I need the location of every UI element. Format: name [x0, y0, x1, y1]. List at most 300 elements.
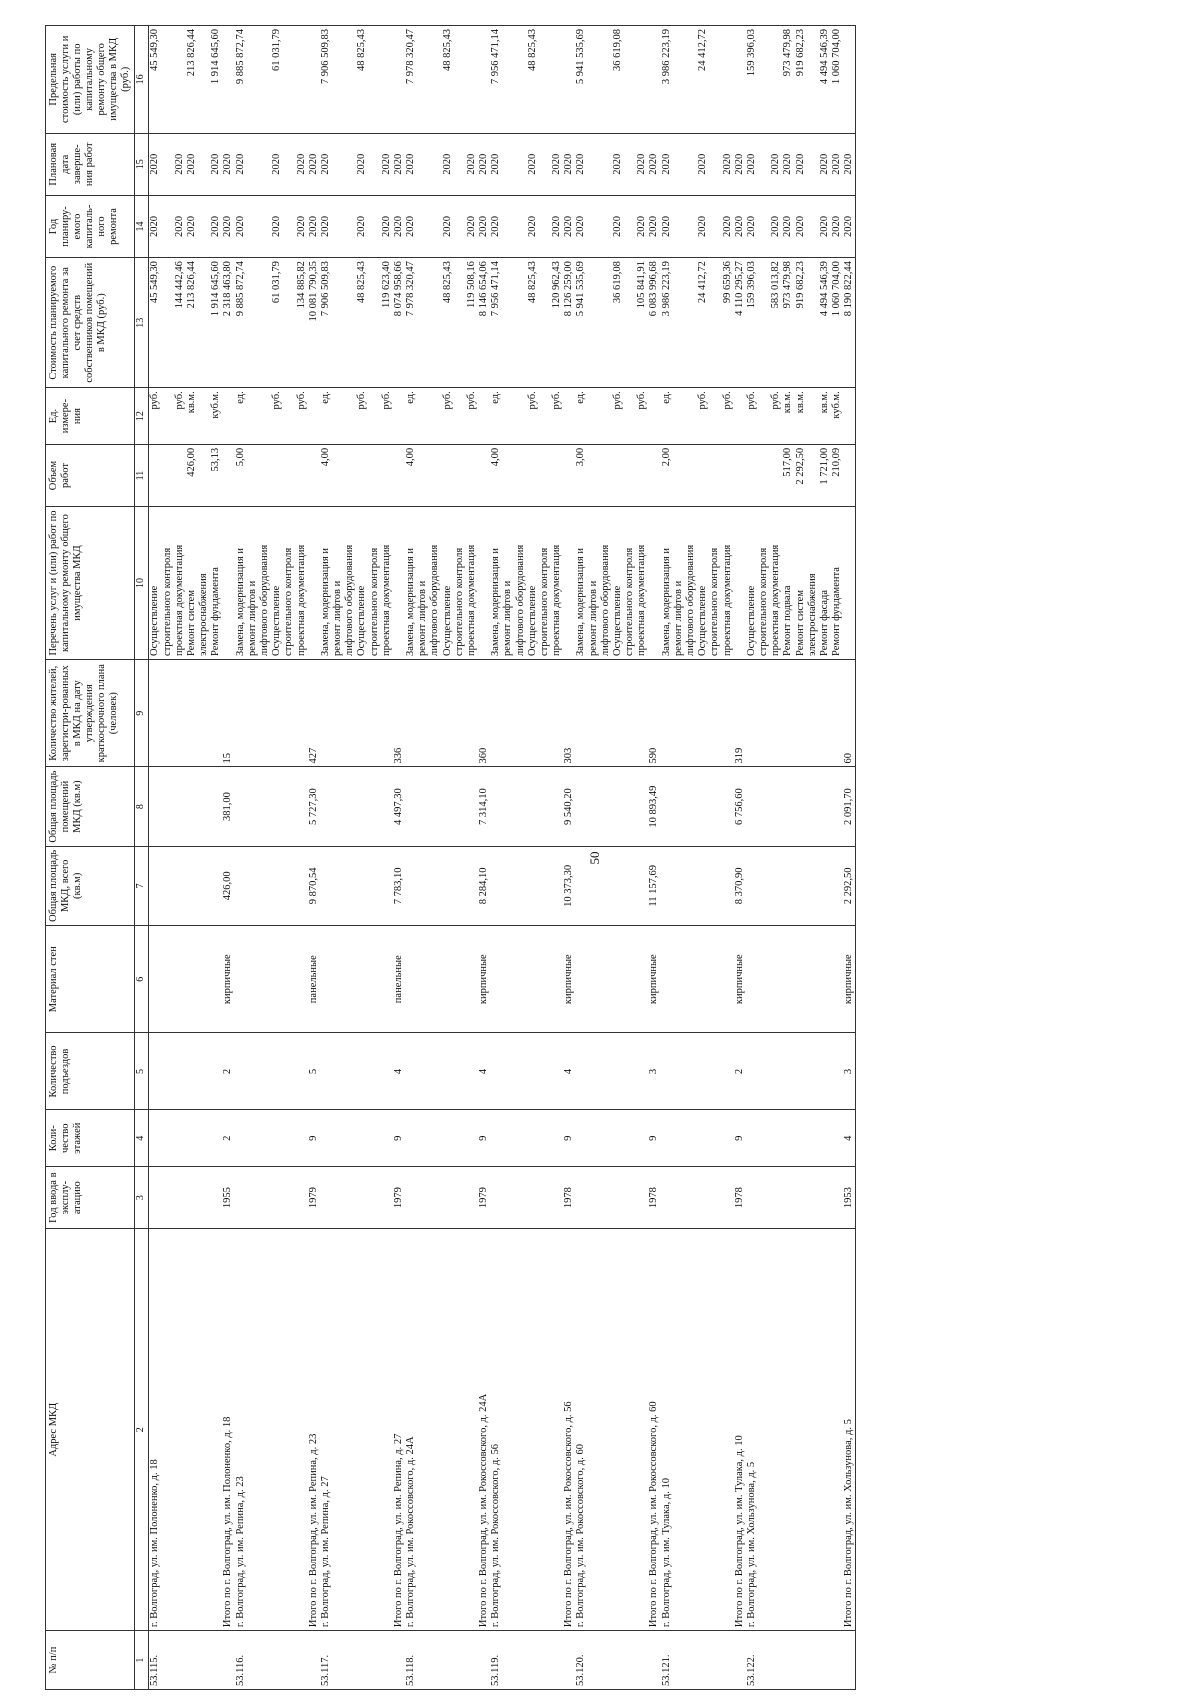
- cell-col-7: [795, 846, 807, 925]
- cell-col-11: [648, 444, 660, 506]
- cell-col-11: [259, 444, 271, 506]
- cell-col-14: [600, 195, 612, 257]
- cell-col-13: [344, 258, 356, 388]
- cell-col-5: [296, 1033, 308, 1110]
- cell-col-1: [393, 1631, 405, 1690]
- cell-col-15: 2020: [636, 133, 648, 195]
- cell-col-7: [210, 846, 222, 925]
- cell-col-12: кв.м.: [795, 388, 807, 445]
- cell-col-5: [442, 1033, 454, 1110]
- cell-col-9: [332, 659, 344, 767]
- cell-col-2: [673, 1229, 685, 1631]
- cell-col-4: [502, 1110, 514, 1167]
- cell-col-2: [527, 1229, 539, 1631]
- column-header-12: Ед. измере-ния: [46, 388, 135, 445]
- cell-col-15: 2020: [697, 133, 709, 195]
- cell-col-6: [466, 925, 478, 1033]
- cell-col-11: [332, 444, 344, 506]
- cell-col-4: [210, 1110, 222, 1167]
- cell-col-11: [442, 444, 454, 506]
- table-row: [709, 26, 721, 1690]
- cell-col-16: [454, 26, 466, 134]
- cell-col-13: 8 190 822,44: [843, 258, 856, 388]
- cell-col-10: лифтового оборудования: [515, 507, 527, 660]
- cell-col-2: [770, 1229, 782, 1631]
- cell-col-16: 7 978 320,47: [405, 26, 417, 134]
- cell-col-7: [600, 846, 612, 925]
- cell-col-9: [758, 659, 770, 767]
- cell-col-13: [283, 258, 295, 388]
- cell-col-7: [746, 846, 758, 925]
- cell-col-10: проектная документация: [551, 507, 563, 660]
- cell-col-3: 1979: [308, 1167, 320, 1229]
- total-row: [478, 26, 490, 1690]
- cell-col-2: [588, 1229, 600, 1631]
- cell-col-9: [405, 659, 417, 767]
- cell-col-7: [259, 846, 271, 925]
- cell-col-12: руб.: [770, 388, 782, 445]
- cell-col-3: 1955: [222, 1167, 234, 1229]
- table-row: [405, 26, 417, 1690]
- column-number: 5: [135, 1033, 149, 1110]
- cell-col-5: [417, 1033, 429, 1110]
- cell-col-14: 2020: [636, 195, 648, 257]
- cell-col-8: [831, 767, 843, 846]
- cell-col-4: [454, 1110, 466, 1167]
- total-row: [308, 26, 320, 1690]
- table-row: [235, 26, 247, 1690]
- cell-col-7: [612, 846, 624, 925]
- cell-col-8: 381,00: [222, 767, 234, 846]
- cell-col-6: кирпичные: [843, 925, 856, 1033]
- cell-col-16: 213 826,44: [186, 26, 198, 134]
- cell-col-2: [247, 1229, 259, 1631]
- cell-col-9: [283, 659, 295, 767]
- cell-col-7: 10 373,30: [563, 846, 575, 925]
- cell-col-14: 2020: [222, 195, 234, 257]
- cell-col-1: [162, 1631, 174, 1690]
- cell-col-14: [417, 195, 429, 257]
- cell-col-1: 53.120.: [575, 1631, 587, 1690]
- cell-col-1: [198, 1631, 210, 1690]
- cell-col-3: [356, 1167, 368, 1229]
- cell-col-10: строительного контроля: [369, 507, 381, 660]
- cell-col-5: [502, 1033, 514, 1110]
- cell-col-12: куб.м.: [210, 388, 222, 445]
- cell-col-13: 8 074 958,66: [393, 258, 405, 388]
- cell-col-5: [807, 1033, 819, 1110]
- cell-col-13: 973 479,98: [782, 258, 794, 388]
- cell-col-6: [612, 925, 624, 1033]
- cell-col-16: [332, 26, 344, 134]
- cell-col-6: [539, 925, 551, 1033]
- cell-col-15: [417, 133, 429, 195]
- cell-col-14: 2020: [320, 195, 332, 257]
- cell-col-12: [758, 388, 770, 445]
- cell-col-9: [515, 659, 527, 767]
- cell-col-11: [551, 444, 563, 506]
- column-number-row: [135, 26, 149, 1690]
- cell-col-9: [186, 659, 198, 767]
- cell-col-9: [575, 659, 587, 767]
- cell-col-6: [819, 925, 831, 1033]
- cell-col-12: ед.: [235, 388, 247, 445]
- cell-col-14: [259, 195, 271, 257]
- cell-col-15: 2020: [186, 133, 198, 195]
- cell-col-11: [734, 444, 746, 506]
- cell-col-8: [661, 767, 673, 846]
- cell-col-1: 53.122.: [746, 1631, 758, 1690]
- cell-col-2: г. Волгоград, ул. им. Рокоссовского, д. 24А: [405, 1229, 417, 1631]
- cell-col-1: 53.116.: [235, 1631, 247, 1690]
- cell-col-11: 4,00: [490, 444, 502, 506]
- cell-col-7: [575, 846, 587, 925]
- cell-col-2: [198, 1229, 210, 1631]
- cell-col-2: [502, 1229, 514, 1631]
- cell-col-1: [563, 1631, 575, 1690]
- cell-col-4: [709, 1110, 721, 1167]
- cell-col-4: [697, 1110, 709, 1167]
- cell-col-10: Осуществление: [356, 507, 368, 660]
- cell-col-11: [502, 444, 514, 506]
- cell-col-10: лифтового оборудования: [259, 507, 271, 660]
- cell-col-15: [539, 133, 551, 195]
- cell-col-1: 53.117.: [320, 1631, 332, 1690]
- cell-col-10: строительного контроля: [162, 507, 174, 660]
- cell-col-8: [685, 767, 697, 846]
- cell-col-4: [831, 1110, 843, 1167]
- cell-col-12: ед.: [405, 388, 417, 445]
- cell-col-14: 2020: [770, 195, 782, 257]
- cell-col-10: Осуществление: [697, 507, 709, 660]
- cell-col-2: г. Волгоград, ул. им. Полоненко, д. 18: [149, 1229, 162, 1631]
- column-number: 12: [135, 388, 149, 445]
- cell-col-16: [648, 26, 660, 134]
- cell-col-6: [758, 925, 770, 1033]
- cell-col-13: [709, 258, 721, 388]
- cell-col-12: кв.м.: [782, 388, 794, 445]
- cell-col-3: 1979: [393, 1167, 405, 1229]
- cell-col-13: 10 081 790,35: [308, 258, 320, 388]
- cell-col-10: ремонт лифтов и: [502, 507, 514, 660]
- cell-col-8: [149, 767, 162, 846]
- cell-col-2: [722, 1229, 734, 1631]
- cell-col-6: [210, 925, 222, 1033]
- cell-col-1: [308, 1631, 320, 1690]
- cell-col-15: 2020: [661, 133, 673, 195]
- cell-col-10: [843, 507, 856, 660]
- cell-col-11: [709, 444, 721, 506]
- cell-col-13: 9 885 872,74: [235, 258, 247, 388]
- table-row: [174, 26, 186, 1690]
- cell-col-12: руб.: [746, 388, 758, 445]
- cell-col-2: [819, 1229, 831, 1631]
- cell-col-5: 4: [563, 1033, 575, 1110]
- cell-col-16: [429, 26, 441, 134]
- cell-col-3: [551, 1167, 563, 1229]
- column-number: 2: [135, 1229, 149, 1631]
- cell-col-9: [636, 659, 648, 767]
- cell-col-16: [247, 26, 259, 134]
- cell-col-7: [174, 846, 186, 925]
- cell-col-12: [369, 388, 381, 445]
- cell-col-3: [210, 1167, 222, 1229]
- cell-col-6: [186, 925, 198, 1033]
- cell-col-5: [551, 1033, 563, 1110]
- cell-col-3: [198, 1167, 210, 1229]
- cell-col-8: [186, 767, 198, 846]
- cell-col-7: [770, 846, 782, 925]
- cell-col-5: [320, 1033, 332, 1110]
- cell-col-8: [502, 767, 514, 846]
- cell-col-1: [210, 1631, 222, 1690]
- cell-col-9: [429, 659, 441, 767]
- table-row: [247, 26, 259, 1690]
- cell-col-6: кирпичные: [478, 925, 490, 1033]
- cell-col-13: 45 549,30: [149, 258, 162, 388]
- cell-col-11: [636, 444, 648, 506]
- cell-col-9: [210, 659, 222, 767]
- cell-col-13: 61 031,79: [271, 258, 283, 388]
- cell-col-10: проектная документация: [636, 507, 648, 660]
- cell-col-16: 973 479,98: [782, 26, 794, 134]
- cell-col-13: [198, 258, 210, 388]
- cell-col-4: [685, 1110, 697, 1167]
- cell-col-1: [551, 1631, 563, 1690]
- cell-col-16: 7 956 471,14: [490, 26, 502, 134]
- cell-col-2: [344, 1229, 356, 1631]
- cell-col-4: [356, 1110, 368, 1167]
- cell-col-7: [454, 846, 466, 925]
- cell-col-3: [417, 1167, 429, 1229]
- cell-col-15: 2020: [575, 133, 587, 195]
- column-number: 9: [135, 659, 149, 767]
- cell-col-4: [259, 1110, 271, 1167]
- cell-col-12: [502, 388, 514, 445]
- cell-col-11: [344, 444, 356, 506]
- cell-col-4: [149, 1110, 162, 1167]
- cell-col-7: [235, 846, 247, 925]
- cell-col-8: 5 727,30: [308, 767, 320, 846]
- column-number: 6: [135, 925, 149, 1033]
- cell-col-4: [588, 1110, 600, 1167]
- table-row: [466, 26, 478, 1690]
- cell-col-4: [600, 1110, 612, 1167]
- cell-col-10: лифтового оборудования: [685, 507, 697, 660]
- cell-col-4: 9: [734, 1110, 746, 1167]
- cell-col-11: [758, 444, 770, 506]
- cell-col-12: [734, 388, 746, 445]
- cell-col-3: [381, 1167, 393, 1229]
- cell-col-1: [782, 1631, 794, 1690]
- cell-col-5: [575, 1033, 587, 1110]
- cell-col-3: [369, 1167, 381, 1229]
- cell-col-1: [697, 1631, 709, 1690]
- cell-col-3: [442, 1167, 454, 1229]
- cell-col-14: 2020: [490, 195, 502, 257]
- table-row: [575, 26, 587, 1690]
- cell-col-5: [770, 1033, 782, 1110]
- cell-col-9: 590: [648, 659, 660, 767]
- cell-col-13: 119 623,40: [381, 258, 393, 388]
- table-row: [588, 26, 600, 1690]
- table-row: [685, 26, 697, 1690]
- table-row: [600, 26, 612, 1690]
- cell-col-2: Итого по г. Волгоград, ул. им. Рокоссовского, д. 56: [563, 1229, 575, 1631]
- cell-col-3: [636, 1167, 648, 1229]
- table-row: [454, 26, 466, 1690]
- cell-col-15: [624, 133, 636, 195]
- cell-col-7: [661, 846, 673, 925]
- cell-col-8: [454, 767, 466, 846]
- cell-col-4: [429, 1110, 441, 1167]
- cell-col-13: [758, 258, 770, 388]
- cell-col-9: [588, 659, 600, 767]
- cell-col-5: [405, 1033, 417, 1110]
- cell-col-11: [563, 444, 575, 506]
- cell-col-14: 2020: [308, 195, 320, 257]
- cell-col-6: [527, 925, 539, 1033]
- cell-col-6: [271, 925, 283, 1033]
- cell-col-16: [515, 26, 527, 134]
- cell-col-3: 1978: [563, 1167, 575, 1229]
- cell-col-15: 2020: [843, 133, 856, 195]
- cell-col-2: г. Волгоград, ул. им. Репина, д. 23: [235, 1229, 247, 1631]
- cell-col-3: [819, 1167, 831, 1229]
- cell-col-14: 2020: [843, 195, 856, 257]
- cell-col-9: [320, 659, 332, 767]
- cell-col-9: [612, 659, 624, 767]
- cell-col-9: [247, 659, 259, 767]
- cell-col-12: [283, 388, 295, 445]
- table-row: [673, 26, 685, 1690]
- cell-col-16: [539, 26, 551, 134]
- table-row: [381, 26, 393, 1690]
- cell-col-6: [515, 925, 527, 1033]
- cell-col-2: [332, 1229, 344, 1631]
- cell-col-5: 4: [478, 1033, 490, 1110]
- cell-col-1: [381, 1631, 393, 1690]
- cell-col-6: [332, 925, 344, 1033]
- cell-col-16: 48 825,43: [527, 26, 539, 134]
- cell-col-7: 8 370,90: [734, 846, 746, 925]
- cell-col-10: ремонт лифтов и: [247, 507, 259, 660]
- table-row: [661, 26, 673, 1690]
- cell-col-4: 9: [393, 1110, 405, 1167]
- cell-col-13: 24 412,72: [697, 258, 709, 388]
- cell-col-2: [831, 1229, 843, 1631]
- cell-col-16: [551, 26, 563, 134]
- cell-col-3: [709, 1167, 721, 1229]
- cell-col-13: 583 013,82: [770, 258, 782, 388]
- cell-col-10: Замена, модернизация и: [405, 507, 417, 660]
- cell-col-6: [770, 925, 782, 1033]
- cell-col-7: 426,00: [222, 846, 234, 925]
- cell-col-12: [843, 388, 856, 445]
- cell-col-2: г. Волгоград, ул. им. Репина, д. 27: [320, 1229, 332, 1631]
- cell-col-3: [515, 1167, 527, 1229]
- cell-col-11: [697, 444, 709, 506]
- table-row: [722, 26, 734, 1690]
- cell-col-12: руб.: [174, 388, 186, 445]
- cell-col-12: [247, 388, 259, 445]
- cell-col-6: [149, 925, 162, 1033]
- cell-col-1: [442, 1631, 454, 1690]
- cell-col-2: [697, 1229, 709, 1631]
- cell-col-7: [527, 846, 539, 925]
- cell-col-6: [685, 925, 697, 1033]
- cell-col-2: Итого по г. Волгоград, ул. им. Тулака, д. 10: [734, 1229, 746, 1631]
- cell-col-13: [624, 258, 636, 388]
- cell-col-2: [283, 1229, 295, 1631]
- cell-col-7: [624, 846, 636, 925]
- cell-col-14: [429, 195, 441, 257]
- cell-col-6: панельные: [308, 925, 320, 1033]
- cell-col-12: [539, 388, 551, 445]
- cell-col-15: 2020: [490, 133, 502, 195]
- cell-col-5: [247, 1033, 259, 1110]
- cell-col-8: 7 314,10: [478, 767, 490, 846]
- cell-col-4: [381, 1110, 393, 1167]
- cell-col-8: [296, 767, 308, 846]
- cell-col-2: Итого по г. Волгоград, ул. им. Хользунова, д. 5: [843, 1229, 856, 1631]
- table-row: [320, 26, 332, 1690]
- cell-col-13: 105 841,91: [636, 258, 648, 388]
- cell-col-16: 61 031,79: [271, 26, 283, 134]
- cell-col-15: 2020: [296, 133, 308, 195]
- cell-col-16: [369, 26, 381, 134]
- cell-col-8: [320, 767, 332, 846]
- cell-col-6: [746, 925, 758, 1033]
- cell-col-6: [235, 925, 247, 1033]
- cell-col-4: [283, 1110, 295, 1167]
- cell-col-8: [162, 767, 174, 846]
- cell-col-15: [673, 133, 685, 195]
- cell-col-8: [283, 767, 295, 846]
- column-number: 15: [135, 133, 149, 195]
- cell-col-5: 4: [393, 1033, 405, 1110]
- cell-col-13: [417, 258, 429, 388]
- cell-col-5: [515, 1033, 527, 1110]
- cell-col-9: [296, 659, 308, 767]
- cell-col-8: [235, 767, 247, 846]
- table-row: [795, 26, 807, 1690]
- cell-col-8: [770, 767, 782, 846]
- cell-col-14: [709, 195, 721, 257]
- cell-col-5: 5: [308, 1033, 320, 1110]
- cell-col-3: [320, 1167, 332, 1229]
- cell-col-4: [575, 1110, 587, 1167]
- cell-col-8: [405, 767, 417, 846]
- cell-col-4: [235, 1110, 247, 1167]
- cell-col-14: 2020: [563, 195, 575, 257]
- cell-col-15: 2020: [795, 133, 807, 195]
- cell-col-5: [782, 1033, 794, 1110]
- cell-col-16: [417, 26, 429, 134]
- cell-col-15: [369, 133, 381, 195]
- cell-col-6: [551, 925, 563, 1033]
- cell-col-11: 1 721,00: [819, 444, 831, 506]
- cell-col-1: [259, 1631, 271, 1690]
- cell-col-5: [490, 1033, 502, 1110]
- cell-col-11: [770, 444, 782, 506]
- cell-col-13: 6 083 996,68: [648, 258, 660, 388]
- cell-col-6: [624, 925, 636, 1033]
- cell-col-12: руб.: [466, 388, 478, 445]
- cell-col-3: [770, 1167, 782, 1229]
- cell-col-2: г. Волгоград, ул. им. Хользунова, д. 5: [746, 1229, 758, 1631]
- cell-col-5: [283, 1033, 295, 1110]
